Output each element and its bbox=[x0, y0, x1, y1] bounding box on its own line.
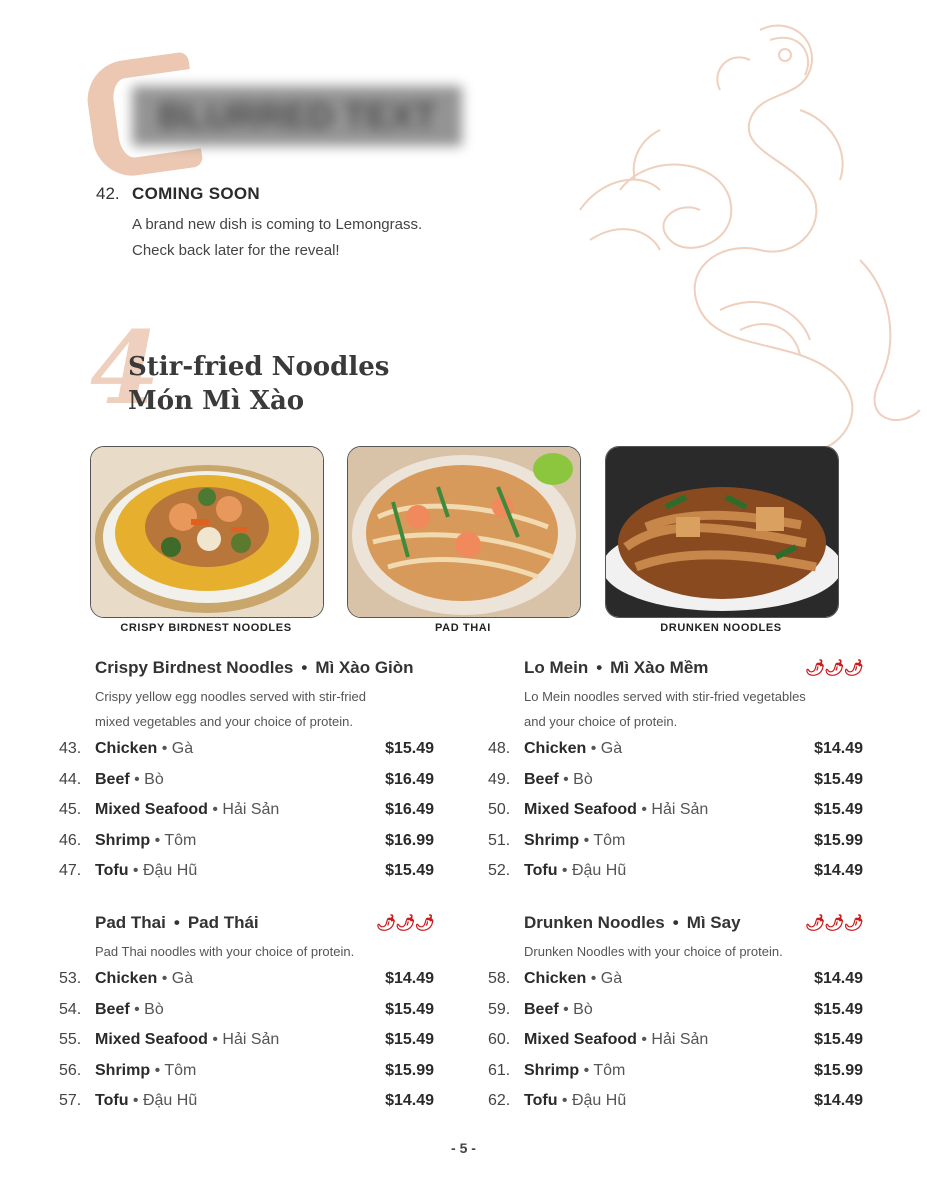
item-price: $14.49 bbox=[385, 970, 434, 988]
block-title-en: Pad Thai bbox=[95, 913, 166, 932]
item-name-vi: • Đậu Hũ bbox=[557, 862, 627, 880]
title-separator: • bbox=[596, 658, 603, 677]
desc-line: A brand new dish is coming to Lemongrass. bbox=[132, 216, 423, 233]
blurred-section-title: BLURRED TEXT bbox=[132, 86, 462, 146]
item-number: 44. bbox=[59, 770, 82, 788]
menu-item-row bbox=[488, 826, 863, 857]
item-name bbox=[95, 1062, 385, 1080]
item-name bbox=[95, 1092, 385, 1110]
item-price: $15.99 bbox=[385, 1061, 434, 1079]
menu-item-row bbox=[488, 1025, 863, 1056]
item-price: $14.49 bbox=[814, 862, 863, 880]
item-name bbox=[95, 832, 385, 850]
desc-line: Pad Thai noodles with your choice of protein. bbox=[95, 944, 355, 959]
item-number: 52. bbox=[488, 862, 511, 880]
section-title-vi: Món Mì Xào bbox=[128, 386, 305, 416]
item-name-en: Shrimp bbox=[95, 1061, 151, 1079]
photo-pad-thai bbox=[347, 446, 581, 618]
item-description bbox=[132, 212, 462, 264]
item-name-en: Mixed Seafood bbox=[524, 1031, 637, 1049]
item-name-vi: • Hải Sản bbox=[636, 1031, 709, 1049]
menu-item-row bbox=[488, 1086, 863, 1117]
menu-item-row bbox=[488, 765, 863, 796]
desc-line: and your choice of protein. bbox=[524, 714, 678, 729]
photo-caption: CRISPY BIRDNEST NOODLES bbox=[120, 622, 292, 634]
item-name bbox=[524, 1092, 814, 1110]
item-name-en: Shrimp bbox=[524, 1061, 580, 1079]
item-name bbox=[524, 970, 814, 988]
item-name-en: Mixed Seafood bbox=[95, 801, 208, 819]
block-header bbox=[59, 913, 434, 933]
block-description bbox=[488, 939, 824, 964]
item-number: 59. bbox=[488, 1000, 511, 1018]
item-price: $15.49 bbox=[385, 1031, 434, 1049]
item-name bbox=[95, 801, 385, 819]
item-price: $15.49 bbox=[385, 862, 434, 880]
title-separator: • bbox=[672, 913, 679, 932]
item-name-vi: • Hải Sản bbox=[207, 801, 280, 819]
menu-item-row bbox=[488, 856, 863, 887]
item-name-en: Beef bbox=[524, 1000, 559, 1018]
item-price: $15.49 bbox=[385, 1000, 434, 1018]
item-name bbox=[524, 862, 814, 880]
item-price: $15.49 bbox=[814, 1031, 863, 1049]
item-price: $15.49 bbox=[814, 1000, 863, 1018]
item-name-en: Tofu bbox=[524, 1092, 558, 1110]
item-number: 60. bbox=[488, 1031, 511, 1049]
section-number: 4 bbox=[90, 309, 160, 427]
block-title-vi: Mì Xào Giòn bbox=[315, 658, 414, 677]
item-name bbox=[95, 1031, 385, 1049]
item-name bbox=[524, 1062, 814, 1080]
item-name bbox=[524, 1001, 814, 1019]
desc-line: Lo Mein noodles served with stir-fried vegetables bbox=[524, 689, 806, 704]
menu-block bbox=[488, 658, 863, 887]
item-name-en: Shrimp bbox=[95, 831, 151, 849]
menu-item-row bbox=[59, 826, 434, 857]
item-name-vi: • Bò bbox=[129, 770, 164, 788]
block-title-vi: Mì Xào Mềm bbox=[610, 658, 709, 677]
title-separator: • bbox=[173, 913, 180, 932]
item-name-vi: • Tôm bbox=[579, 831, 626, 849]
chili-icon: 🌶🌶🌶 bbox=[376, 915, 434, 932]
item-number: 51. bbox=[488, 831, 511, 849]
item-name bbox=[95, 740, 385, 758]
menu-item-row bbox=[59, 765, 434, 796]
coming-soon-item bbox=[96, 184, 462, 264]
item-name-en: Tofu bbox=[95, 1092, 129, 1110]
item-price: $15.49 bbox=[385, 740, 434, 758]
item-name-en: Beef bbox=[524, 770, 559, 788]
item-name-en: Shrimp bbox=[524, 831, 580, 849]
menu-item-row bbox=[59, 734, 434, 765]
item-name-vi: • Bò bbox=[129, 1000, 164, 1018]
block-header bbox=[488, 913, 863, 933]
item-price: $15.99 bbox=[814, 1061, 863, 1079]
item-number: 53. bbox=[59, 970, 82, 988]
item-number: 49. bbox=[488, 770, 511, 788]
photo-crispy-birdnest bbox=[90, 446, 324, 618]
menu-item-row bbox=[59, 1025, 434, 1056]
section-title-en: Stir-fried Noodles bbox=[128, 352, 390, 382]
item-name bbox=[524, 771, 814, 789]
menu-item-row bbox=[59, 795, 434, 826]
item-number: 47. bbox=[59, 862, 82, 880]
item-name-en: Beef bbox=[95, 770, 130, 788]
item-number: 61. bbox=[488, 1061, 511, 1079]
item-number: 43. bbox=[59, 740, 82, 758]
menu-block bbox=[59, 913, 434, 1117]
item-number: 58. bbox=[488, 970, 511, 988]
item-name: COMING SOON bbox=[132, 184, 260, 203]
item-price: $15.49 bbox=[814, 770, 863, 788]
item-price: $16.49 bbox=[385, 770, 434, 788]
item-name-vi: • Đậu Hũ bbox=[557, 1092, 627, 1110]
block-description bbox=[59, 684, 395, 734]
item-number: 54. bbox=[59, 1000, 82, 1018]
item-number: 42. bbox=[96, 184, 120, 203]
item-price: $16.99 bbox=[385, 831, 434, 849]
item-name-vi: • Tôm bbox=[150, 831, 197, 849]
menu-item-row bbox=[488, 734, 863, 765]
item-name-en: Beef bbox=[95, 1000, 130, 1018]
block-description bbox=[59, 939, 395, 964]
photo-caption: PAD THAI bbox=[435, 622, 491, 634]
item-name bbox=[524, 740, 814, 758]
item-name-en: Chicken bbox=[524, 740, 587, 758]
photo-drunken-noodles bbox=[605, 446, 839, 618]
item-price: $14.49 bbox=[385, 1092, 434, 1110]
block-title-vi: Pad Thái bbox=[187, 913, 259, 932]
item-price: $15.99 bbox=[814, 831, 863, 849]
block-title-vi: Mì Say bbox=[686, 913, 741, 932]
item-name-vi: • Gà bbox=[157, 740, 194, 758]
menu-item-row bbox=[59, 856, 434, 887]
item-number: 46. bbox=[59, 831, 82, 849]
item-number: 62. bbox=[488, 1092, 511, 1110]
desc-line: mixed vegetables and your choice of protein. bbox=[95, 714, 353, 729]
item-number: 48. bbox=[488, 740, 511, 758]
dragon-illustration bbox=[560, 10, 927, 450]
menu-block bbox=[59, 658, 434, 887]
block-title-en: Drunken Noodles bbox=[524, 913, 665, 932]
menu-item-row bbox=[59, 995, 434, 1026]
menu-block bbox=[488, 913, 863, 1117]
item-name-en: Chicken bbox=[95, 740, 158, 758]
block-header bbox=[488, 658, 863, 678]
item-name-vi: • Tôm bbox=[150, 1061, 197, 1079]
menu-item-row bbox=[488, 795, 863, 826]
item-number: 45. bbox=[59, 801, 82, 819]
desc-line: Crispy yellow egg noodles served with stir-fried bbox=[95, 689, 366, 704]
item-name bbox=[95, 862, 385, 880]
item-price: $16.49 bbox=[385, 801, 434, 819]
item-name bbox=[524, 801, 814, 819]
item-name-en: Mixed Seafood bbox=[95, 1031, 208, 1049]
item-price: $14.49 bbox=[814, 1092, 863, 1110]
item-name-vi: • Hải Sản bbox=[636, 801, 709, 819]
menu-item-row bbox=[59, 1086, 434, 1117]
item-price: $14.49 bbox=[814, 740, 863, 758]
block-title-en: Crispy Birdnest Noodles bbox=[95, 658, 294, 677]
item-name-vi: • Đậu Hũ bbox=[128, 1092, 198, 1110]
item-name bbox=[524, 832, 814, 850]
block-title-en: Lo Mein bbox=[524, 658, 589, 677]
menu-item-row bbox=[59, 1056, 434, 1087]
item-name-en: Tofu bbox=[95, 862, 129, 880]
item-name-en: Mixed Seafood bbox=[524, 801, 637, 819]
photo-caption: DRUNKEN NOODLES bbox=[660, 622, 782, 634]
section-title bbox=[128, 350, 389, 418]
desc-line: Drunken Noodles with your choice of protein. bbox=[524, 944, 783, 959]
item-name-en: Tofu bbox=[524, 862, 558, 880]
block-description bbox=[488, 684, 824, 734]
item-name bbox=[95, 771, 385, 789]
menu-item-row bbox=[488, 1056, 863, 1087]
item-number: 50. bbox=[488, 801, 511, 819]
item-name-en: Chicken bbox=[95, 970, 158, 988]
menu-item-row bbox=[59, 964, 434, 995]
item-name-vi: • Gà bbox=[586, 970, 623, 988]
desc-line: Check back later for the reveal! bbox=[132, 242, 340, 259]
item-name bbox=[95, 1001, 385, 1019]
item-name-vi: • Gà bbox=[586, 740, 623, 758]
menu-item-row bbox=[488, 995, 863, 1026]
item-number: 55. bbox=[59, 1031, 82, 1049]
block-header bbox=[59, 658, 434, 678]
menu-item-row bbox=[488, 964, 863, 995]
item-price: $15.49 bbox=[814, 801, 863, 819]
item-name-vi: • Bò bbox=[558, 770, 593, 788]
item-number: 57. bbox=[59, 1092, 82, 1110]
item-name-vi: • Đậu Hũ bbox=[128, 862, 198, 880]
item-name-vi: • Gà bbox=[157, 970, 194, 988]
item-name-vi: • Hải Sản bbox=[207, 1031, 280, 1049]
item-name-vi: • Tôm bbox=[579, 1061, 626, 1079]
chili-icon: 🌶🌶🌶 bbox=[805, 915, 863, 932]
block-title bbox=[524, 913, 741, 933]
item-name-vi: • Bò bbox=[558, 1000, 593, 1018]
chili-icon: 🌶🌶🌶 bbox=[805, 660, 863, 677]
item-number: 56. bbox=[59, 1061, 82, 1079]
block-title bbox=[95, 913, 259, 933]
page-number: - 5 - bbox=[451, 1140, 476, 1156]
item-name bbox=[95, 970, 385, 988]
block-title bbox=[524, 658, 708, 678]
item-name bbox=[524, 1031, 814, 1049]
item-name-en: Chicken bbox=[524, 970, 587, 988]
item-price: $14.49 bbox=[814, 970, 863, 988]
title-separator: • bbox=[301, 658, 308, 677]
block-title bbox=[95, 658, 414, 678]
